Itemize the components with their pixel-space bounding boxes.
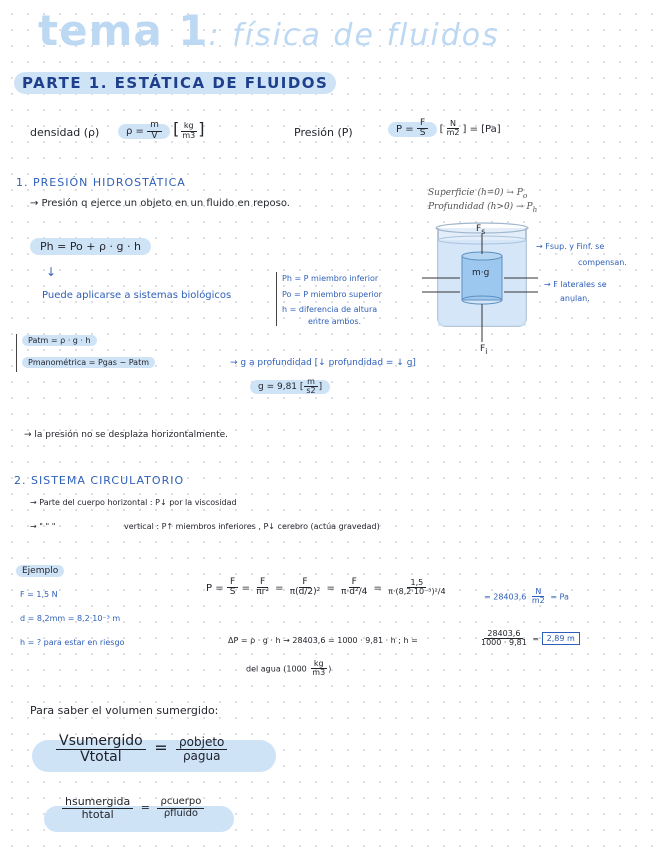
section-heading-hydrostatic: 1. PRESIÓN HIDROSTÁTICA — [16, 176, 186, 189]
circulatory-line-1: → Parte del cuerpo horizontal : P↓ por la viscosidad — [30, 498, 237, 507]
fi-label: $F_i$ — [480, 344, 488, 356]
note-compensate: → Fsup. y Finf. se — [536, 242, 605, 251]
density-label: densidad (ρ) — [30, 126, 100, 139]
patm-formula: Patm = ρ · g · h — [22, 336, 97, 345]
example-depth-calc: ΔP = ρ · g · h → 28403,6 = 1000 · 9,81 · h ; h = — [228, 636, 418, 645]
example-label: Ejemplo — [16, 566, 64, 576]
surface-label: Superficie $(h=0) \to P_o$ — [428, 188, 528, 200]
page-title: tema 1: física de fluidos — [38, 6, 500, 55]
example-depth-fraction: $\frac{28403,6}{1000 \cdot 9,81}$ = 2,89 m — [478, 630, 580, 648]
definitions-brace — [276, 272, 277, 326]
example-result-box: 2,89 m — [542, 632, 580, 645]
section-heading-circulatory: 2. SISTEMA CIRCULATORIO — [14, 474, 185, 487]
depth-note: → g a profundidad [↓ profundidad = ↓ g] — [230, 358, 416, 368]
example-height: h = ? para estar en riesgo — [20, 638, 125, 647]
fs-label: $F_s$ — [476, 224, 486, 236]
horizontal-note: → la presión no se desplaza horizontalmente. — [24, 430, 229, 440]
pressure-formula: P = $\frac{F}{S}$ [ $\frac{N}{m2}$ ] = [Pa] — [388, 119, 501, 139]
part-heading: PARTE 1. ESTÁTICA DE FLUIDOS — [14, 74, 336, 92]
volume-intro: Para saber el volumen sumergido: — [30, 704, 219, 717]
bullet-hydrostatic: → Presión q ejerce un objeto en un fluido en reposo. — [30, 198, 290, 209]
note-compensate-2: compensan. — [578, 258, 627, 267]
height-formula: $\frac{\text{hsumergida}}{\text{htotal}}$ = $\frac{\text{ρcuerpo}}{\text{ρfluido}}$ — [62, 796, 204, 820]
circulatory-line-2-ditto: → " " " — [30, 522, 56, 531]
water-density-note: del agua (1000 $\frac{kg}{m3}$ ) — [246, 659, 332, 678]
pressure-label: Presión (P) — [294, 126, 353, 139]
mg-label: m·g — [472, 268, 490, 278]
pressure-types-brace — [16, 334, 17, 372]
depth-label: Profundidad $(h>0) \to P_h$ — [428, 202, 538, 214]
gravity-value: g = 9,81 [ $\frac{m}{s2}$ ] — [250, 378, 330, 396]
def-h1: h = diferencia de altura — [282, 305, 378, 314]
note-lateral-2: anulan. — [560, 294, 590, 303]
example-pressure-calc: P = $\frac{F}{S}$ = $\frac{F}{\text{πr²}}$ = $\frac{F}{\text{π(d/2)²}}$ = $\frac{F}{\text{π·d²/4}}$ = $\frac{1,5}{\text{π·(8,2·10⁻³)²/4}}$ — [206, 577, 446, 598]
circulatory-line-2: vertical : P↑ miembros inferiores , P↓ cerebro (actúa gravedad) — [124, 522, 380, 531]
volume-formula: $\frac{\text{Vsumergido}}{\text{Vtotal}}$ = $\frac{\text{ρobjeto}}{\text{ρagua}}$ — [56, 734, 227, 764]
pman-formula: Pmanométrica = Pgas − Patm — [22, 358, 155, 367]
hydrostatic-formula: Ph = Po + ρ · g · h — [30, 240, 151, 253]
def-h2: entre ambos. — [308, 317, 362, 326]
def-ph: Ph = P miembro inferior — [282, 274, 379, 283]
note-lateral: → F laterales se — [544, 280, 607, 289]
density-formula: ρ = $\frac{m}{V}$ [ $\frac{kg}{m3}$ ] — [118, 119, 204, 141]
example-pressure-result: = 28403,6 $\frac{N}{m2}$ = Pa — [484, 587, 569, 606]
example-diameter: d = 8,2mm = 8,2·10⁻³ m — [20, 614, 121, 623]
def-po: Po = P miembro superior — [282, 290, 382, 299]
applicable-text: Puede aplicarse a sistemas biológicos — [42, 290, 232, 301]
example-force: F = 1,5 N — [20, 590, 58, 599]
down-arrow: ↓ — [46, 265, 57, 279]
beaker-diagram — [420, 216, 540, 356]
